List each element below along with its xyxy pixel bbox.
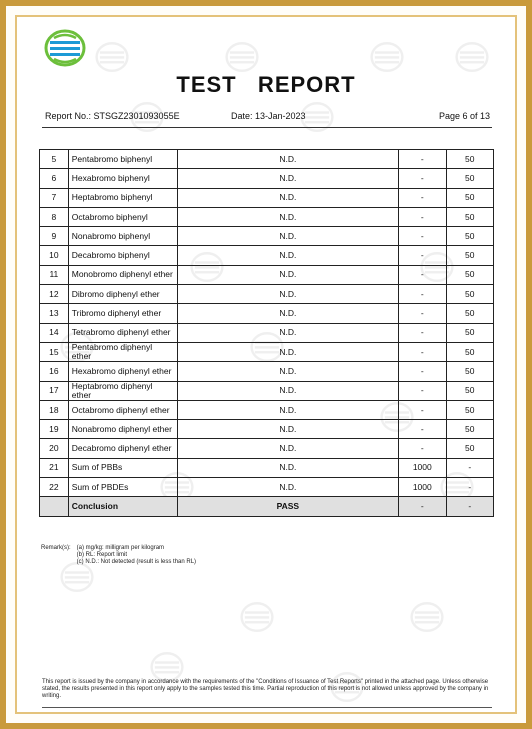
report-limit-cell: 1000 <box>398 478 446 497</box>
permissible-limit-cell: 50 <box>446 169 493 188</box>
report-limit-cell: - <box>398 285 446 304</box>
conclusion-row <box>40 497 494 516</box>
substance-name-cell: Heptabromo diphenyl ether <box>68 381 177 400</box>
permissible-limit-cell: 50 <box>446 304 493 323</box>
result-cell: N.D. <box>177 304 398 323</box>
table-row <box>40 478 494 497</box>
table-row <box>40 400 494 419</box>
watermark-logo-icon <box>370 40 404 74</box>
permissible-limit-cell: - <box>446 458 493 477</box>
substance-name-cell: Tribromo diphenyl ether <box>68 304 177 323</box>
row-number-cell: 20 <box>40 439 69 458</box>
report-title: TEST REPORT <box>176 72 356 97</box>
report-limit-cell: - <box>398 169 446 188</box>
result-cell: N.D. <box>177 246 398 265</box>
result-cell: N.D. <box>177 381 398 400</box>
substance-name-cell: Nonabromo diphenyl ether <box>68 420 177 439</box>
table-row <box>40 439 494 458</box>
result-cell: N.D. <box>177 169 398 188</box>
header-divider <box>42 127 492 128</box>
footer-divider <box>42 707 492 708</box>
remarks <box>41 545 196 566</box>
report-limit-cell: - <box>398 188 446 207</box>
row-number-cell: 11 <box>40 265 69 284</box>
permissible-limit-cell: 50 <box>446 420 493 439</box>
substance-name-cell: Sum of PBDEs <box>68 478 177 497</box>
watermark-logo-icon <box>225 40 259 74</box>
row-number-cell: 15 <box>40 342 69 361</box>
report-number: Report No.: STSGZ2301093055E <box>45 111 180 121</box>
substance-name-cell: Monobromo diphenyl ether <box>68 265 177 284</box>
substance-name-cell: Decabromo biphenyl <box>68 246 177 265</box>
permissible-limit-cell: 50 <box>446 323 493 342</box>
results-table <box>39 149 494 517</box>
permissible-limit-cell: - <box>446 478 493 497</box>
row-number-cell: 12 <box>40 285 69 304</box>
substance-name-cell: Nonabromo biphenyl <box>68 227 177 246</box>
report-limit-cell: 1000 <box>398 458 446 477</box>
conclusion-row-number-cell <box>40 497 69 516</box>
row-number-cell: 14 <box>40 323 69 342</box>
row-number-cell: 8 <box>40 207 69 226</box>
substance-name-cell: Decabromo diphenyl ether <box>68 439 177 458</box>
table-row <box>40 188 494 207</box>
result-cell: N.D. <box>177 362 398 381</box>
permissible-limit-cell: 50 <box>446 400 493 419</box>
conclusion-permissible-limit-cell: - <box>446 497 493 516</box>
remark-item: (c) N.D.: Not detected (result is less than RL) <box>76 559 197 565</box>
remark-item: (a) mg/kg: milligram per kilogram <box>76 545 165 551</box>
substance-name-cell: Pentabromo diphenyl ether <box>68 342 177 361</box>
row-number-cell: 7 <box>40 188 69 207</box>
result-cell: N.D. <box>177 323 398 342</box>
report-limit-cell: - <box>398 342 446 361</box>
result-cell: N.D. <box>177 188 398 207</box>
result-cell: N.D. <box>177 227 398 246</box>
report-limit-cell: - <box>398 400 446 419</box>
substance-name-cell: Dibromo diphenyl ether <box>68 285 177 304</box>
table-row <box>40 150 494 169</box>
report-limit-cell: - <box>398 304 446 323</box>
conclusion-substance-name-cell: Conclusion <box>68 497 177 516</box>
table-row <box>40 169 494 188</box>
table-row <box>40 304 494 323</box>
result-cell: N.D. <box>177 400 398 419</box>
result-cell: N.D. <box>177 285 398 304</box>
watermark-logo-icon <box>95 40 129 74</box>
result-cell: N.D. <box>177 458 398 477</box>
permissible-limit-cell: 50 <box>446 285 493 304</box>
footer-disclaimer: This report is issued by the company in accordance with the requirements of the "Conditions of Issuance of Test Reports" printed in the attached page. Unless otherwise stated, the results presented in this report only apply to the samples tested this time. Partial reproduction of this report is not allowed unless approved by the company in writing. <box>42 679 489 700</box>
report-limit-cell: - <box>398 265 446 284</box>
result-cell: N.D. <box>177 478 398 497</box>
row-number-cell: 13 <box>40 304 69 323</box>
substance-name-cell: Hexabromo biphenyl <box>68 169 177 188</box>
row-number-cell: 22 <box>40 478 69 497</box>
table-row <box>40 265 494 284</box>
row-number-cell: 21 <box>40 458 69 477</box>
report-limit-cell: - <box>398 227 446 246</box>
permissible-limit-cell: 50 <box>446 188 493 207</box>
permissible-limit-cell: 50 <box>446 227 493 246</box>
result-cell: N.D. <box>177 342 398 361</box>
row-number-cell: 9 <box>40 227 69 246</box>
table-row <box>40 458 494 477</box>
row-number-cell: 5 <box>40 150 69 169</box>
substance-name-cell: Pentabromo biphenyl <box>68 150 177 169</box>
result-cell: N.D. <box>177 439 398 458</box>
table-row <box>40 227 494 246</box>
row-number-cell: 16 <box>40 362 69 381</box>
watermark-logo-icon <box>240 600 274 634</box>
report-limit-cell: - <box>398 150 446 169</box>
result-cell: N.D. <box>177 420 398 439</box>
report-date: Date: 13-Jan-2023 <box>231 111 306 121</box>
table-row <box>40 381 494 400</box>
permissible-limit-cell: 50 <box>446 246 493 265</box>
table-row <box>40 362 494 381</box>
table-row <box>40 323 494 342</box>
remarks-list <box>77 545 196 566</box>
watermark-logo-icon <box>410 600 444 634</box>
row-number-cell: 10 <box>40 246 69 265</box>
result-cell: N.D. <box>177 265 398 284</box>
permissible-limit-cell: 50 <box>446 342 493 361</box>
permissible-limit-cell: 50 <box>446 381 493 400</box>
substance-name-cell: Hexabromo diphenyl ether <box>68 362 177 381</box>
conclusion-report-limit-cell: - <box>398 497 446 516</box>
report-limit-cell: - <box>398 362 446 381</box>
substance-name-cell: Tetrabromo diphenyl ether <box>68 323 177 342</box>
permissible-limit-cell: 50 <box>446 439 493 458</box>
watermark-logo-icon <box>455 40 489 74</box>
remarks-label: Remark(s): <box>41 545 71 551</box>
table-row <box>40 420 494 439</box>
row-number-cell: 17 <box>40 381 69 400</box>
substance-name-cell: Octabromo biphenyl <box>68 207 177 226</box>
report-limit-cell: - <box>398 439 446 458</box>
report-limit-cell: - <box>398 207 446 226</box>
table-row <box>40 207 494 226</box>
permissible-limit-cell: 50 <box>446 207 493 226</box>
conclusion-result-cell: PASS <box>177 497 398 516</box>
report-limit-cell: - <box>398 420 446 439</box>
company-logo-icon <box>44 28 86 68</box>
page-number: Page 6 of 13 <box>438 111 490 121</box>
substance-name-cell: Octabromo diphenyl ether <box>68 400 177 419</box>
table-row <box>40 342 494 361</box>
permissible-limit-cell: 50 <box>446 150 493 169</box>
permissible-limit-cell: 50 <box>446 362 493 381</box>
remark-item: (b) RL: Report limit <box>76 552 128 558</box>
report-limit-cell: - <box>398 381 446 400</box>
result-cell: N.D. <box>177 150 398 169</box>
table-row <box>40 285 494 304</box>
report-limit-cell: - <box>398 246 446 265</box>
report-limit-cell: - <box>398 323 446 342</box>
row-number-cell: 18 <box>40 400 69 419</box>
permissible-limit-cell: 50 <box>446 265 493 284</box>
substance-name-cell: Sum of PBBs <box>68 458 177 477</box>
substance-name-cell: Heptabromo biphenyl <box>68 188 177 207</box>
row-number-cell: 19 <box>40 420 69 439</box>
result-cell: N.D. <box>177 207 398 226</box>
table-row <box>40 246 494 265</box>
row-number-cell: 6 <box>40 169 69 188</box>
